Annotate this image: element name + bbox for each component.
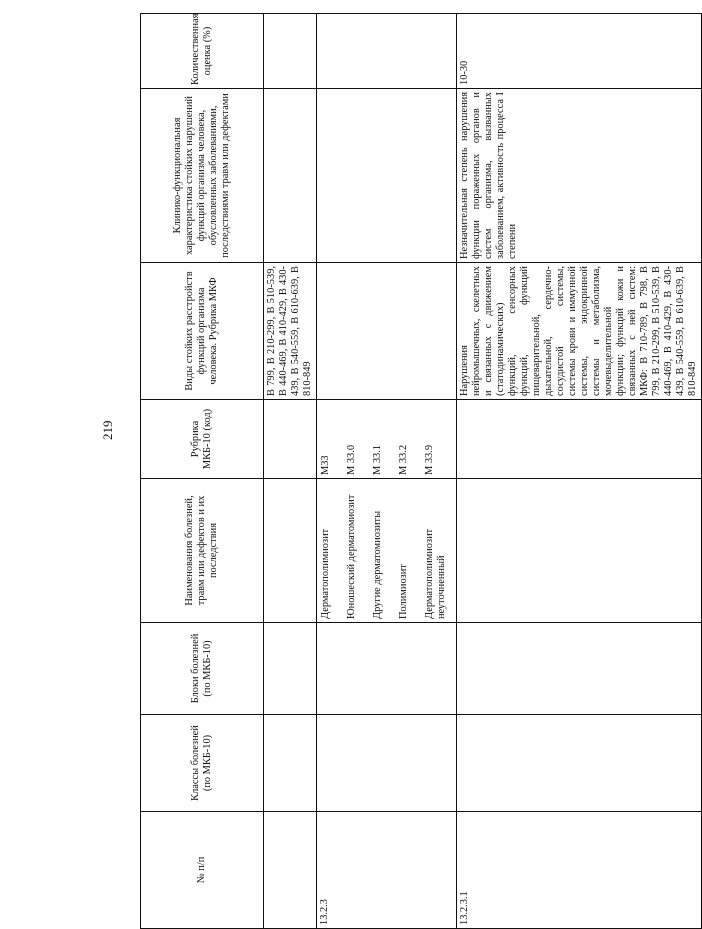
cell xyxy=(317,715,457,812)
disease-name: Другие дерматомиозиты xyxy=(372,510,383,619)
cell xyxy=(317,263,457,400)
table-row xyxy=(457,14,702,929)
disease-name: Дерматополимиозит xyxy=(320,528,331,619)
cell xyxy=(317,14,457,89)
cell xyxy=(317,623,457,715)
header-blocks: Блоки болезней (по МКБ-10) xyxy=(141,623,264,715)
header-icf-types: Виды стойких расстройств функций организма человека. Рубрика МКФ xyxy=(141,263,264,400)
disease-name: Дерматополимиозит неуточненный xyxy=(424,528,447,619)
clinical-description-cell: Незначительная степень нарушения функции пораженных органов и систем организма, вызванных заболеванием, активность процесса I степени xyxy=(457,89,702,263)
icd-code: М 33.0 xyxy=(346,444,357,475)
icd-code: М 33.9 xyxy=(424,444,435,475)
header-row xyxy=(141,14,264,929)
cell xyxy=(264,715,317,812)
header-icd-code: Рубрика МКБ-10 (код) xyxy=(141,400,264,479)
cell xyxy=(264,14,317,89)
score-cell: 10-30 xyxy=(457,14,702,89)
cell xyxy=(264,479,317,623)
header-clinical: Клинико-функциональная характеристика стойких нарушений функций организма человека, обусловленных заболеваниями, последствиями травм или дефектами xyxy=(141,89,264,263)
icf-description-cell: Нарушения нейромышечных, скелетных и связанных с движением (статодинамических) функций, сенсорных функций, функций пищеварительной, дыхательной, сердечно-сосудистой системы, системы крови и иммунной системы, эндокринной системы и метаболизма, мочевыделительной функции; функций кожи и связанных с ней систем: МКФ: В 710-789, В 798, В 799, В 210-299, В 510-539, В 440-469, В 410-429, В 430-439, В 540-559, В 610-639, В 810-849 xyxy=(457,263,702,400)
rotated-table-container xyxy=(140,13,698,929)
row-number: 13.2.3 xyxy=(317,812,457,929)
icd-code: М33 xyxy=(320,455,331,475)
cell xyxy=(264,812,317,929)
cell xyxy=(264,89,317,263)
disease-list-cell xyxy=(317,479,457,623)
header-classes: Классы болезней (по МКБ-10) xyxy=(141,715,264,812)
header-score: Количественная оценка (%) xyxy=(141,14,264,89)
table-row xyxy=(264,14,317,929)
page-number: 219 xyxy=(100,420,115,440)
icd-code: М 33.2 xyxy=(398,444,409,475)
table-row xyxy=(317,14,457,929)
cell xyxy=(264,400,317,479)
icd-code-list-cell xyxy=(317,400,457,479)
disability-criteria-table xyxy=(140,13,702,929)
disease-name: Полимиозит xyxy=(398,564,409,619)
cell xyxy=(457,715,702,812)
cell xyxy=(457,479,702,623)
icf-codes-cell: В 799, В 210-299, В 510-539, В 440-469, В 410-429, В 430-439, В 540-559, В 610-639, В 810-849 xyxy=(264,263,317,400)
header-names: Наименования болезней, травм или дефектов и их последствия xyxy=(141,479,264,623)
cell xyxy=(317,89,457,263)
cell xyxy=(457,400,702,479)
disease-name: Юношеский дерматомиозит xyxy=(346,494,357,619)
icd-code: М 33.1 xyxy=(372,444,383,475)
cell xyxy=(264,623,317,715)
header-num: № п/п xyxy=(141,812,264,929)
row-number: 13.2.3.1 xyxy=(457,812,702,929)
cell xyxy=(457,623,702,715)
